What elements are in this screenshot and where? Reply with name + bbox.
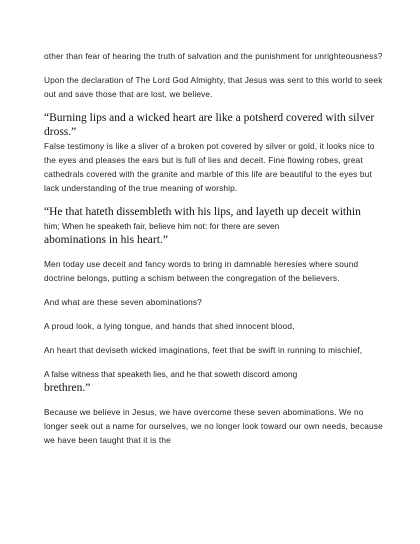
paragraph-salvation: other than fear of hearing the truth of salvation and the punishment for unrighteousness? bbox=[44, 51, 383, 61]
paragraph-false-witness bbox=[44, 367, 384, 395]
quote-hateth-line-1: “He that hateth dissembleth with his lips, and layeth up deceit within bbox=[44, 206, 361, 218]
paragraph-declaration: Upon the declaration of The Lord God Almighty, that Jesus was sent to this world to seek out and save those that are lost, we believe. bbox=[44, 75, 383, 99]
paragraph-question: And what are these seven abominations? bbox=[44, 297, 202, 307]
quote-hateth-line-2: him; When he speaketh fair, believe him not: for there are seven bbox=[44, 221, 280, 231]
quote-burning-lips: “Burning lips and a wicked heart are like a potsherd covered with silver dross.” bbox=[44, 112, 375, 138]
paragraph-overcome: Because we believe in Jesus, we have overcome these seven abominations. We no longer seek out a name for ourselves, we no longer look toward our own needs, because we have been taught that it is the bbox=[44, 407, 383, 445]
paragraph-heart-feet: An heart that deviseth wicked imaginations, feet that be swift in running to mischief, bbox=[44, 345, 363, 355]
paragraph-proud-look: A proud look, a lying tongue, and hands that shed innocent blood, bbox=[44, 321, 295, 331]
document-page bbox=[44, 49, 384, 447]
paragraph-deceit: Men today use deceit and fancy words to bring in damnable heresies where sound doctrine belongs, putting a schism between the congregation of the believers. bbox=[44, 259, 359, 283]
quote-hateth-line-3: abominations in his heart.” bbox=[44, 234, 168, 246]
false-witness-line-2: brethren.” bbox=[44, 382, 91, 394]
paragraph-false-testimony: False testimony is like a sliver of a broken pot covered by silver or gold, it looks nice to the eyes and pleases the ears but is full of lies and deceit. Fine flowing robes, great cathedrals covered with the granite and marble of this life are beautiful to the eyes but lack understanding of the true meaning of worship. bbox=[44, 141, 375, 193]
quote-hateth bbox=[44, 205, 384, 247]
false-witness-line-1: A false witness that speaketh lies, and he that soweth discord among bbox=[44, 369, 298, 379]
